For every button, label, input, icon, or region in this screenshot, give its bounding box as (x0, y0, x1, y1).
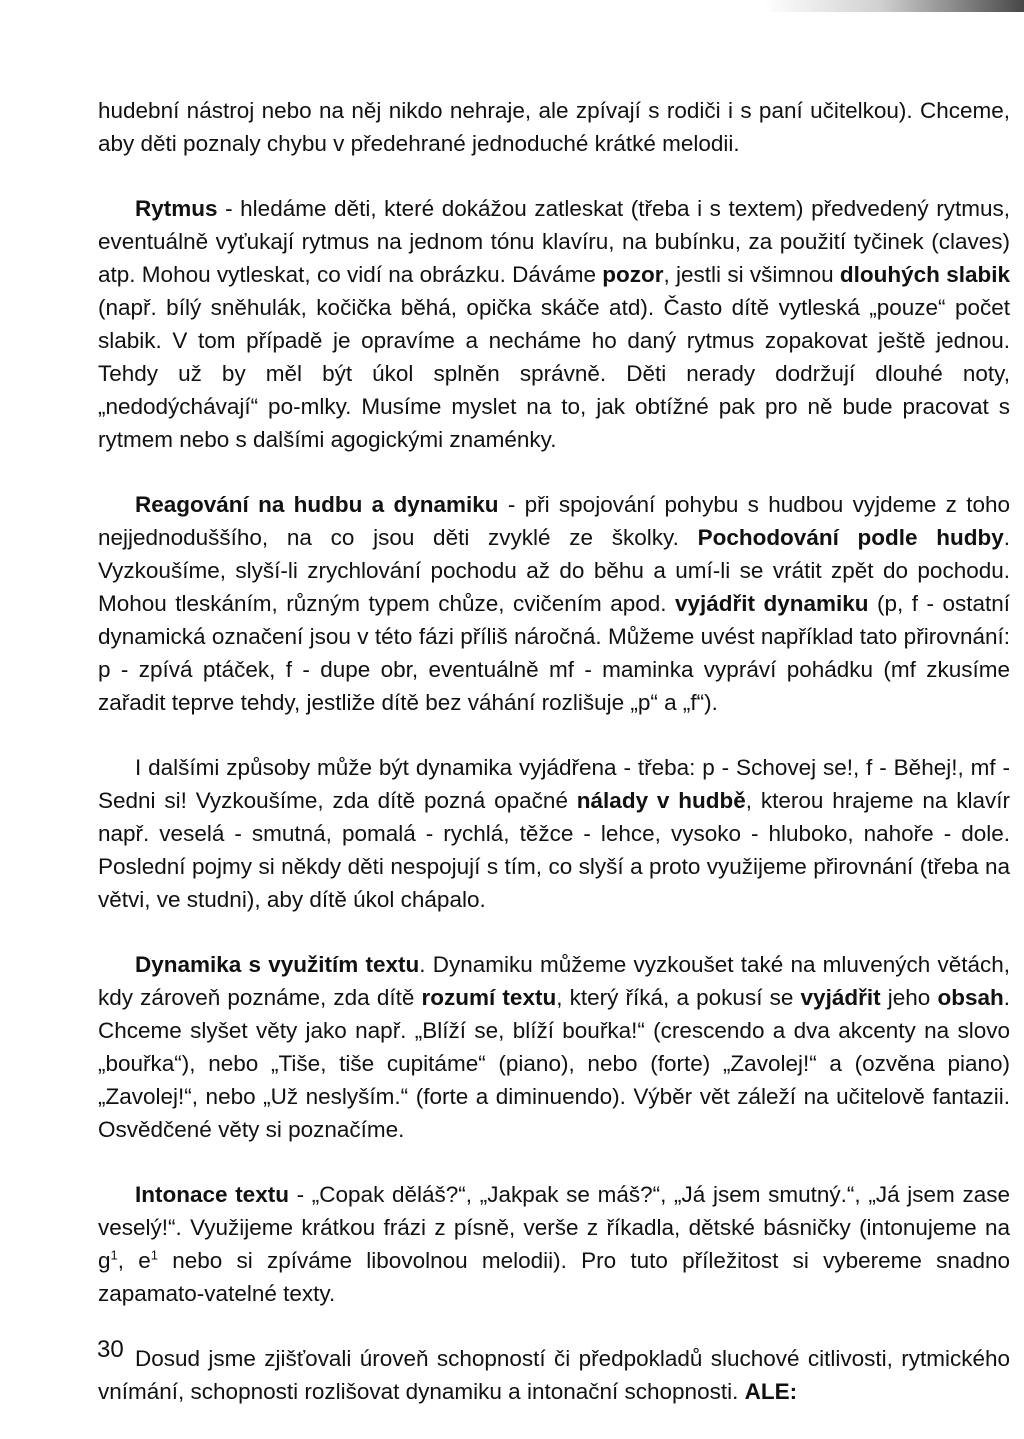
paragraph-text: hudební nástroj nebo na něj nikdo nehraje, ale zpívají s rodiči i s paní učitelkou). Chceme, aby děti poznaly chybu v předehrané jednoduché krátké melodii. (98, 98, 1010, 156)
paragraph-text: jeho (880, 985, 938, 1010)
paragraph-text: Dosud jsme zjišťovali úroveň schopností či předpokladů sluchové citlivosti, rytmického vnímání, schopnosti rozlišovat dynamiku a intonační schopnosti. (98, 1346, 1010, 1404)
emphasis-ale: ALE: (744, 1379, 798, 1404)
paragraph-text: (např. bílý sněhulák, kočička běhá, opička skáče atd). Často dítě vytleská „pouze“ počet slabik. V tom případě je opravíme a necháme ho daný rytmus zopakovat ještě jednou. Tehdy už by měl být úkol splněn správně. Děti nerady dodržují dlouhé noty, „nedodýchávají“ po-mlky. Musíme myslet na to, jak obtížné pak pro ně bude pracovat s rytmem nebo s dalšími agogickými znaménky. (98, 295, 1010, 452)
paragraph-text: nebo si zpíváme libovolnou melodii). Pro tuto příležitost si vybereme snadno zapamato-vatelné texty. (98, 1248, 1010, 1306)
paragraph-dalsi-zpusoby (98, 751, 1010, 916)
paragraph-reagovani (98, 488, 1010, 719)
paragraph-text: , jestli si všimnou (663, 262, 840, 287)
page-number: 30 (97, 1336, 124, 1363)
paragraph-dynamika-textu (98, 948, 1010, 1146)
emphasis-pochodovani: Pochodování podle hudby (697, 525, 1004, 550)
paragraph-text: - hledáme děti, které dokážou zatleskat (třeba i s textem) předvedený rytmus, eventuálně vyťukají rytmus na jednom tónu klavíru, na bubínku, za použití tyčinek (claves) atp. Mohou vytleskat, co vidí na obrázku. Dáváme (98, 196, 1010, 287)
emphasis-dlouhych-slabik: dlouhých slabik (839, 262, 1010, 287)
paragraph-text: - při spojování pohybu s hudbou vyjdeme z toho nejjednoduššího, na co jsou děti zvyklé ze školky. (98, 492, 1011, 550)
paragraph-text: . Vyzkoušíme, slyší-li zrychlování pochodu až do běhu a umí-li se vrátit zpět do pochodu. Mohou tleskáním, různým typem chůze, cvičením apod. (98, 525, 1011, 616)
superscript: 1 (110, 1247, 118, 1263)
emphasis-vyjadrit: vyjádřit (800, 985, 881, 1010)
paragraph-continuation (98, 94, 1010, 160)
emphasis-pozor: pozor (602, 262, 664, 287)
heading-intonace: Intonace textu (135, 1182, 289, 1207)
paragraph-text: , kterou hrajeme na klavír např. veselá - smutná, pomalá - rychlá, těžce - lehce, vysoko - hluboko, nahoře - dole. Poslední pojmy si někdy děti nespojují s tím, co slyší a proto využijeme přirovnání (třeba na větvi, ve studni), aby dítě úkol chápalo. (98, 788, 1010, 912)
paragraph-text: , e (117, 1248, 151, 1273)
paragraph-text: I dalšími způsoby může být dynamika vyjádřena - třeba: p - Schovej se!, f - Běhej!, mf - Sedni si! Vyzkoušíme, zda dítě pozná opačné (98, 755, 1010, 813)
paragraph-dosud (98, 1342, 1010, 1408)
paragraph-text: . Dynamiku můžeme vyzkoušet také na mluvených větách, kdy zároveň poznáme, zda dítě (98, 952, 1010, 1010)
superscript: 1 (150, 1247, 158, 1263)
emphasis-rozumi-textu: rozumí textu (421, 985, 557, 1010)
heading-dynamika-textu: Dynamika s využitím textu (135, 952, 420, 977)
heading-rytmus: Rytmus (135, 196, 218, 221)
paragraph-text: - „Copak děláš?“, „Jakpak se máš?“, „Já jsem smutný.“, „Já jsem zase veselý!“. Využijeme krátkou frázi z písně, verše z říkadla, dětské básničky (intonujeme na g (98, 1182, 1010, 1273)
emphasis-nalady: nálady v hudbě (576, 788, 746, 813)
page-body (98, 94, 1010, 1408)
emphasis-obsah: obsah (937, 985, 1004, 1010)
heading-reagovani: Reagování na hudbu a dynamiku (135, 492, 499, 517)
paragraph-text: , který říká, a pokusí se (556, 985, 801, 1010)
paragraph-text: . Chceme slyšet věty jako např. „Blíží se, blíží bouřka!“ (crescendo a dva akcenty na slovo „bouřka“), nebo „Tiše, tiše cupitáme“ (piano), nebo (forte) „Zavolej!“ a (ozvěna piano) „Zavolej!“, nebo „Už neslyším.“ (forte a diminuendo). Výběr vět záleží na učitelově fantazii. Osvědčené věty si poznačíme. (98, 985, 1010, 1142)
scan-edge-shadow (764, 0, 1024, 12)
paragraph-rytmus (98, 192, 1010, 456)
paragraph-text: (p, f - ostatní dynamická označení jsou v této fázi příliš náročná. Můžeme uvést například tato přirovnání: p - zpívá ptáček, f - dupe obr, eventuálně mf - maminka vypráví pohádku (mf zkusíme zařadit teprve tehdy, jestliže dítě bez váhání rozlišuje „p“ a „f“). (98, 591, 1010, 715)
emphasis-vyjadrit-dynamiku: vyjádřit dynamiku (675, 591, 869, 616)
paragraph-intonace (98, 1178, 1010, 1310)
